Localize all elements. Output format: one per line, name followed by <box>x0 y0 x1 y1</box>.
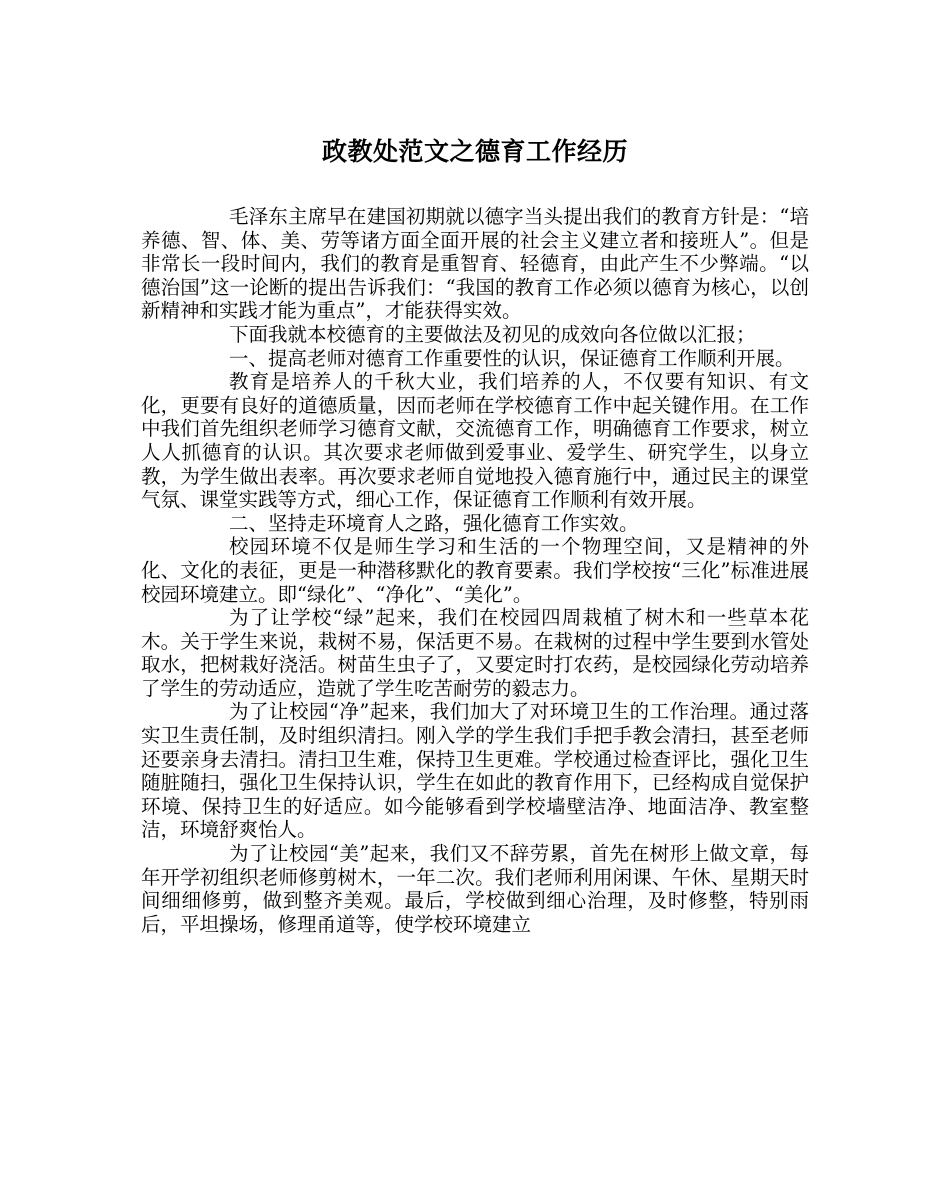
paragraph-intro: 毛泽东主席早在建国初期就以德字当头提出我们的教育方针是：“培养德、智、体、美、劳等诸方面全面开展的社会主义建立者和接班人”。但是非常长一段时间内，我们的教育是重智育、轻德育，由此产生不少弊端。“以德治国”这一论断的提出告诉我们：“我国的教育工作必须以德育为核心，以创新精神和实践才能为重点”，才能获得实效。 <box>141 205 809 323</box>
section-heading-1: 一、提高老师对德育工作重要性的认识，保证德育工作顺利开展。 <box>229 346 795 370</box>
section-heading-2: 二、坚持走环境育人之路，强化德育工作实效。 <box>229 511 639 535</box>
paragraph-beautifying: 为了让校园“美”起来，我们又不辞劳累，首先在树形上做文章，每年开学初组织老师修剪树木，一年二次。我们老师利用闲课、午休、星期天时间细细修剪，做到整齐美观。最后，学校做到细心治理，及时修整，特别雨后，平坦操场，修理甬道等，使学校环境建立 <box>141 842 809 936</box>
paragraph-cleaning: 为了让校园“净”起来，我们加大了对环境卫生的工作治理。通过落实卫生责任制，及时组织清扫。刚入学的学生我们手把手教会清扫，甚至老师还要亲身去清扫。清扫卫生难，保持卫生更难。学校通过检查评比，强化卫生随脏随扫，强化卫生保持认识，学生在如此的教育作用下，已经构成自觉保护环境、保持卫生的好适应。如今能够看到学校墙壁洁净、地面洁净、教室整洁，环境舒爽怡人。 <box>141 700 809 842</box>
paragraph-greening: 为了让学校“绿”起来，我们在校园四周栽植了树木和一些草本花木。关于学生来说，栽树不易，保活更不易。在栽树的过程中学生要到水管处取水，把树栽好浇活。树苗生虫子了，又要定时打农药，是校园绿化劳动培养了学生的劳动适应，造就了学生吃苦耐劳的毅志力。 <box>141 606 809 700</box>
paragraph-campus-environment: 校园环境不仅是师生学习和生活的一个物理空间，又是精神的外化、文化的表征，更是一种潜移默化的教育要素。我们学校按“三化”标准进展校园环境建立。即“绿化”、“净化”、“美化”。 <box>141 535 809 606</box>
document-title: 政教处范文之德育工作经历 <box>321 137 628 166</box>
document-body <box>141 205 809 936</box>
paragraph-teachers: 教育是培养人的千秋大业，我们培养的人，不仅要有知识、有文化，更要有良好的道德质量，因而老师在学校德育工作中起关键作用。在工作中我们首先组织老师学习德育文献，交流德育工作，明确德育工作要求，树立人人抓德育的认识。其次要求老师做到爱事业、爱学生、研究学生，以身立教，为学生做出表率。再次要求老师自觉地投入德育施行中，通过民主的课堂气氛、课堂实践等方式，细心工作，保证德育工作顺利有效开展。 <box>141 370 809 512</box>
paragraph-report-lead: 下面我就本校德育的主要做法及初见的成效向各位做以汇报； <box>229 322 756 346</box>
